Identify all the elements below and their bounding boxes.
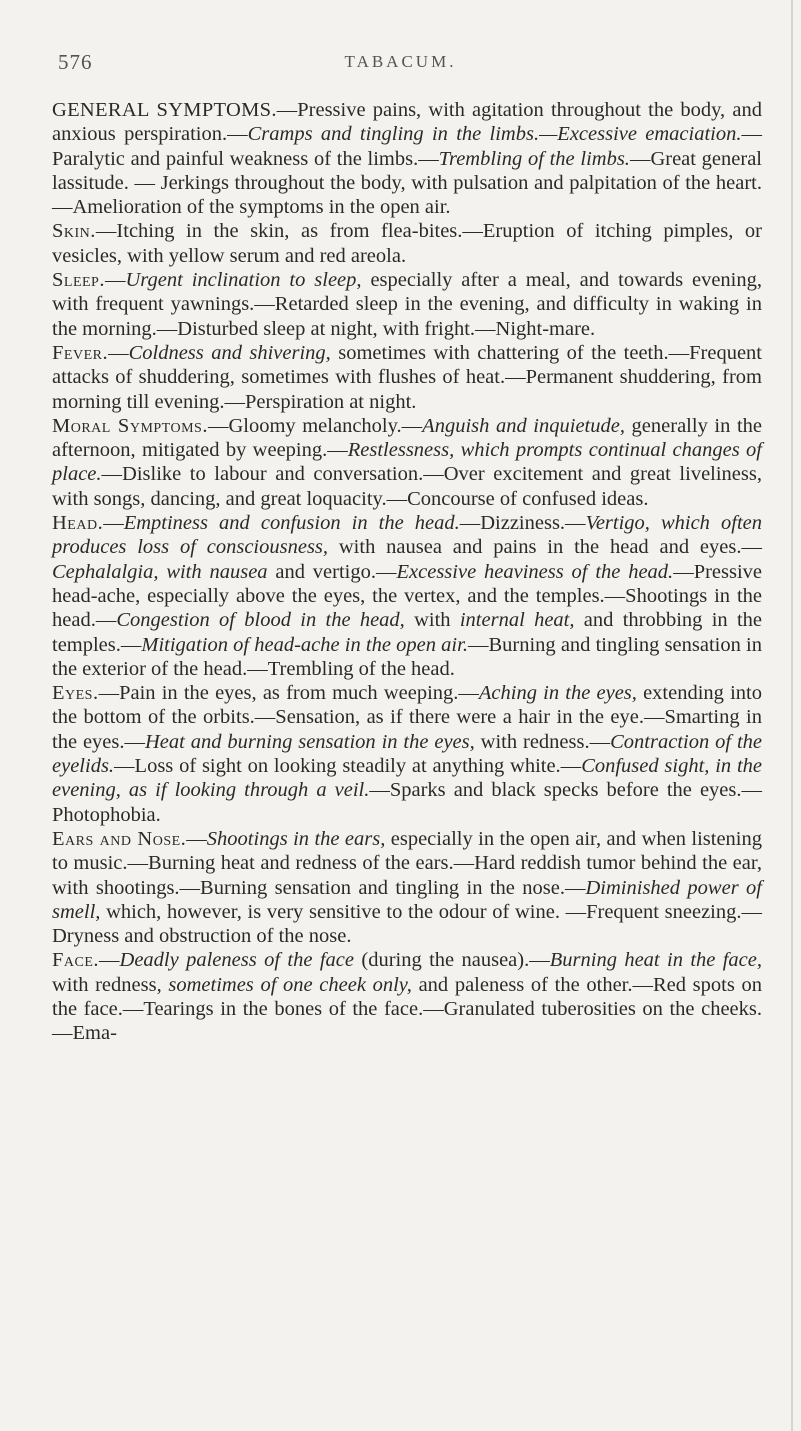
text-run: —Dizziness.— <box>459 512 586 535</box>
section-paragraph <box>52 98 762 219</box>
text-run: (during the nausea).— <box>353 949 550 972</box>
text-run: and vertigo.— <box>267 560 397 583</box>
text-run: — <box>108 341 129 364</box>
section-heading: Eyes. <box>52 682 99 705</box>
section-paragraph <box>52 268 762 341</box>
section-paragraph <box>52 511 762 681</box>
text-run: —Loss of sight on looking steadily at anything white.— <box>114 755 582 778</box>
page-number: 576 <box>58 50 93 74</box>
section-heading: Head. <box>52 512 104 535</box>
section-paragraph <box>52 341 762 414</box>
text-run: —Gloomy melancholy.— <box>207 414 423 437</box>
italic-run: Urgent inclination to sleep, <box>125 269 362 292</box>
text-run: — <box>99 949 120 972</box>
italic-run: Emptiness and confusion in the head. <box>123 512 460 535</box>
text-run: especially in the open air, and when listening to music.—Burning heat and redness of the ears.—Hard reddish tumor behind the ear, with shootings.—Burning sensation and tingling in the nose.— <box>52 827 762 899</box>
text-run: with nausea and pains in the head and eyes.— <box>328 536 762 559</box>
italic-run: Deadly paleness of the face <box>119 949 354 972</box>
text-run: —Paralytic and painful weakness of the limbs.— <box>52 123 762 170</box>
section-heading: Face. <box>52 949 100 972</box>
text-run: and paleness of the other.—Red spots on the face.—Tearings in the bones of the face.—Granulated tuberosities on the cheeks.—Ema- <box>52 973 762 1045</box>
text-run: — <box>104 269 126 292</box>
section-heading: Fever. <box>52 341 109 364</box>
text-run: with redness.— <box>474 730 611 753</box>
italic-run: Cephalalgia, with nausea <box>52 560 268 583</box>
section-paragraph <box>52 827 762 948</box>
text-run: sometimes with chattering of the teeth.—Frequent attacks of shuddering, sometimes with flushes of heat.—Permanent shuddering, from morning till evening.—Perspiration at night. <box>52 341 762 413</box>
section-paragraph <box>52 948 762 1045</box>
section-heading: Sleep. <box>52 269 105 292</box>
italic-run: Trembling of the limbs. <box>438 147 630 170</box>
text-run: —Sparks and black specks before the eyes.—Photophobia. <box>52 779 762 826</box>
text-run: especially after a meal, and towards evening, with frequent yawnings.—Retarded sleep in the evening, and difficulty in waking in the morning.—Disturbed sleep at night, with fright.—Night-mare. <box>52 269 762 340</box>
italic-run: Aching in the eyes, <box>478 682 637 705</box>
italic-run: internal heat, <box>459 609 575 632</box>
text-run: with <box>404 609 460 632</box>
italic-run: Confused sight, in the evening, as if looking through a veil. <box>52 755 762 802</box>
italic-run: Heat and burning sensation in the eyes, <box>145 730 475 753</box>
text-run: and throbbing in the temples.— <box>52 609 762 656</box>
text-run: —Pressive head-ache, especially above the eyes, the vertex, and the temples.—Shootings in the head.— <box>52 560 763 632</box>
italic-run: Mitigation of head-ache in the open air. <box>141 633 468 656</box>
italic-run: Burning heat in the face, <box>549 949 763 972</box>
italic-run: Contraction of the eyelids. <box>52 730 763 778</box>
text-run: extending into the bottom of the orbits.—Sensation, as if there were a hair in the eye.—Smarting in the eyes.— <box>52 682 762 753</box>
text-run: — <box>103 512 124 535</box>
text-run: —Pain in the eyes, as from much weeping.— <box>98 682 479 705</box>
italic-run: Shootings in the ears, <box>206 827 386 850</box>
page-edge <box>791 0 793 1431</box>
text-run: generally in the afternoon, mitigated by weeping.— <box>52 414 762 462</box>
body-text <box>52 98 762 1046</box>
italic-run: Excessive heaviness of the head. <box>396 560 674 583</box>
italic-run: Coldness and shivering, <box>128 341 331 364</box>
section-paragraph <box>52 219 762 268</box>
italic-run: Vertigo, which often produces loss of consciousness, <box>52 512 762 559</box>
text-run: — <box>186 827 207 850</box>
italic-run: Cramps and tingling in the limbs.—Excessive emaciation. <box>247 123 742 146</box>
section-paragraph <box>52 414 762 511</box>
text-run: —Burning and tingling sensation in the exterior of the head.—Trembling of the head. <box>52 633 762 680</box>
section-paragraph <box>52 681 762 827</box>
text-run: which, however, is very sensitive to the odour of wine. —Frequent sneezing.—Dryness and obstruction of the nose. <box>52 900 762 948</box>
running-head: TABACUM. <box>344 52 457 71</box>
italic-run: Anguish and inquietude, <box>422 414 625 437</box>
text-run: —Itching in the skin, as from flea-bites.—Eruption of itching pimples, or vesicles, with yellow serum and red areola. <box>52 220 762 267</box>
italic-run: Restlessness, which prompts continual changes of place. <box>52 439 762 486</box>
italic-run: Diminished power of smell, <box>52 876 763 923</box>
page-header <box>0 50 801 80</box>
section-heading: Skin. <box>52 220 96 243</box>
text-run: with redness, <box>52 973 169 996</box>
section-heading: Moral Symptoms. <box>52 414 208 437</box>
italic-run: sometimes of one cheek only, <box>168 973 412 996</box>
section-heading: Ears and Nose. <box>52 827 187 850</box>
text-run: —Pressive pains, with agitation throughout the body, and anxious perspiration.— <box>52 99 762 146</box>
text-run: —Great general lassitude. — Jerkings throughout the body, with pulsation and palpitation of the heart.—Amelioration of the symptoms in the open air. <box>52 147 762 219</box>
italic-run: Congestion of blood in the head, <box>116 609 405 632</box>
text-run: —Dislike to labour and conversation.—Over excitement and great liveliness, with songs, dancing, and great loquacity.—Concourse of confused ideas. <box>52 463 762 510</box>
section-heading: GENERAL SYMPTOMS. <box>52 99 277 121</box>
